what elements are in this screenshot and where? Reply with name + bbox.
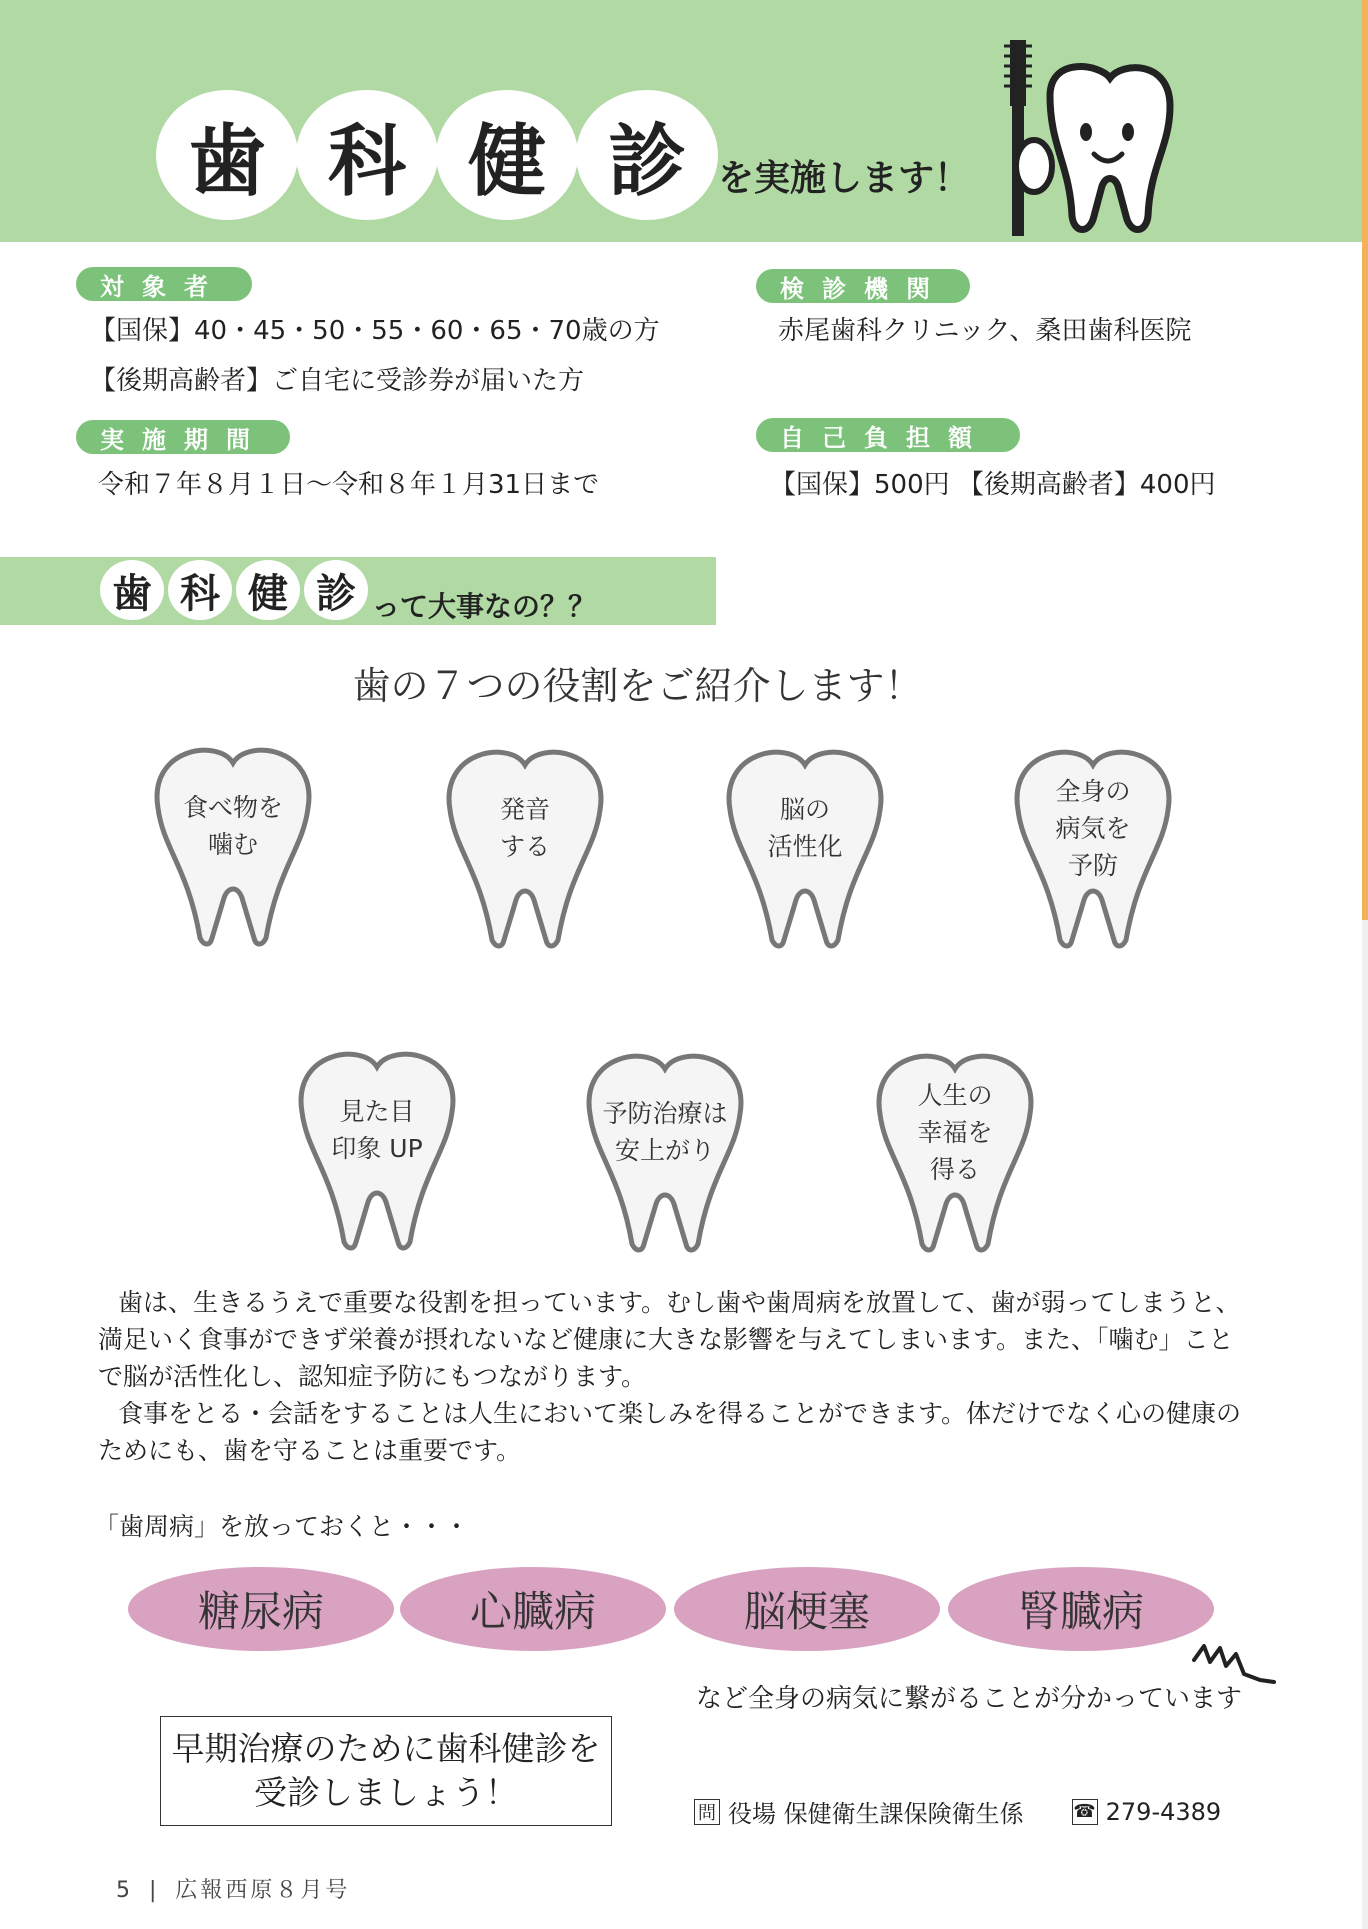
body-paragraph-2: 食事をとる・会話をすることは人生において楽しみを得ることができます。体だけでなく心の健康のためにも、歯を守ることは重要です。 bbox=[98, 1399, 1242, 1465]
eligibility-line-2: 【後期高齢者】ご自宅に受診券が届いた方 bbox=[90, 366, 585, 396]
eligibility-label: 対象者 bbox=[76, 267, 252, 301]
role-label-5: 見た目 印象 UP bbox=[331, 1097, 423, 1163]
contact-info bbox=[694, 1794, 1221, 1829]
cta-line-1: 早期治療のために歯科健診を bbox=[171, 1729, 601, 1768]
clinics-text: 赤尾歯科クリニック、桑田歯科医院 bbox=[778, 316, 1192, 346]
cta-box bbox=[160, 1716, 612, 1826]
role-tooth-2 bbox=[430, 740, 620, 950]
role-label-1: 食べ物を 噛む bbox=[182, 793, 283, 859]
header-subtitle: を実施します！ bbox=[718, 158, 971, 199]
disease-kidney: 腎臓病 bbox=[948, 1567, 1214, 1651]
section2-char-1: 歯 bbox=[100, 560, 164, 620]
section2-char-2: 科 bbox=[168, 560, 232, 620]
page-number: 5 bbox=[116, 1878, 133, 1903]
body-text bbox=[98, 1284, 1258, 1469]
publication-name: 広報西原８月号 bbox=[175, 1878, 351, 1903]
role-tooth-1 bbox=[138, 738, 328, 948]
role-tooth-3 bbox=[710, 740, 900, 950]
clinics-label: 検診機関 bbox=[756, 269, 970, 303]
cost-text: 【国保】500円 【後期高齢者】400円 bbox=[770, 470, 1216, 500]
title-char-3: 健 bbox=[436, 90, 578, 220]
role-label-4: 全身の 病気を 予防 bbox=[1055, 776, 1131, 880]
section2-subtitle: って大事なの？？ bbox=[372, 590, 597, 623]
title-char-2: 科 bbox=[296, 90, 438, 220]
contact-department: 役場 保健衛生課保険衛生係 bbox=[728, 1800, 1024, 1828]
role-label-3: 脳の 活性化 bbox=[767, 795, 843, 861]
edge-strip-lower bbox=[1362, 920, 1368, 1929]
role-tooth-4 bbox=[998, 740, 1188, 950]
title-char-4: 診 bbox=[576, 90, 718, 220]
role-tooth-6 bbox=[570, 1044, 760, 1254]
role-label-7: 人生の 幸福を 得る bbox=[917, 1080, 993, 1184]
role-label-2: 発音 する bbox=[499, 795, 550, 861]
contact-phone: 279-4389 bbox=[1105, 1797, 1222, 1826]
eligibility-line-1: 【国保】40・45・50・55・60・65・70歳の方 bbox=[90, 316, 660, 346]
role-tooth-7 bbox=[860, 1044, 1050, 1254]
body-paragraph-1: 歯は、生きるうえで重要な役割を担っています。むし歯や歯周病を放置して、歯が弱ってしまうと、満足いく食事ができず栄養が摂れないなど健康に大きな影響を与えてしまいます。また、「噛む」ことで脳が活性化し、認知症予防にもつながります。 bbox=[98, 1288, 1241, 1391]
cost-label: 自己負担額 bbox=[756, 418, 1020, 452]
period-label: 実施期間 bbox=[76, 420, 290, 454]
role-label-6: 予防治療は 安上がり bbox=[602, 1099, 728, 1165]
section2-char-4: 診 bbox=[304, 560, 368, 620]
edge-strip bbox=[1362, 0, 1368, 920]
cta-line-2: 受診しましょう！ bbox=[254, 1773, 518, 1812]
disease-diabetes: 糖尿病 bbox=[128, 1567, 394, 1651]
disease-heart: 心臓病 bbox=[400, 1567, 666, 1651]
periodontal-lead: 「歯周病」を放っておくと・・・ bbox=[94, 1512, 470, 1541]
role-tooth-5 bbox=[282, 1042, 472, 1252]
disease-note: など全身の病気に繋がることが分かっています bbox=[696, 1684, 1243, 1714]
tooth-mascot-icon bbox=[990, 36, 1180, 242]
phone-icon: ☎ bbox=[1072, 1799, 1098, 1825]
title-char-1: 歯 bbox=[156, 90, 298, 220]
footer: 5 | 広報西原８月号 bbox=[116, 1878, 351, 1903]
period-text: 令和７年８月１日～令和８年１月31日まで bbox=[98, 470, 600, 500]
roles-title: 歯の７つの役割をご紹介します！ bbox=[352, 664, 923, 708]
section2-char-3: 健 bbox=[236, 560, 300, 620]
inquiry-icon: 問 bbox=[694, 1799, 720, 1825]
disease-stroke: 脳梗塞 bbox=[674, 1567, 940, 1651]
